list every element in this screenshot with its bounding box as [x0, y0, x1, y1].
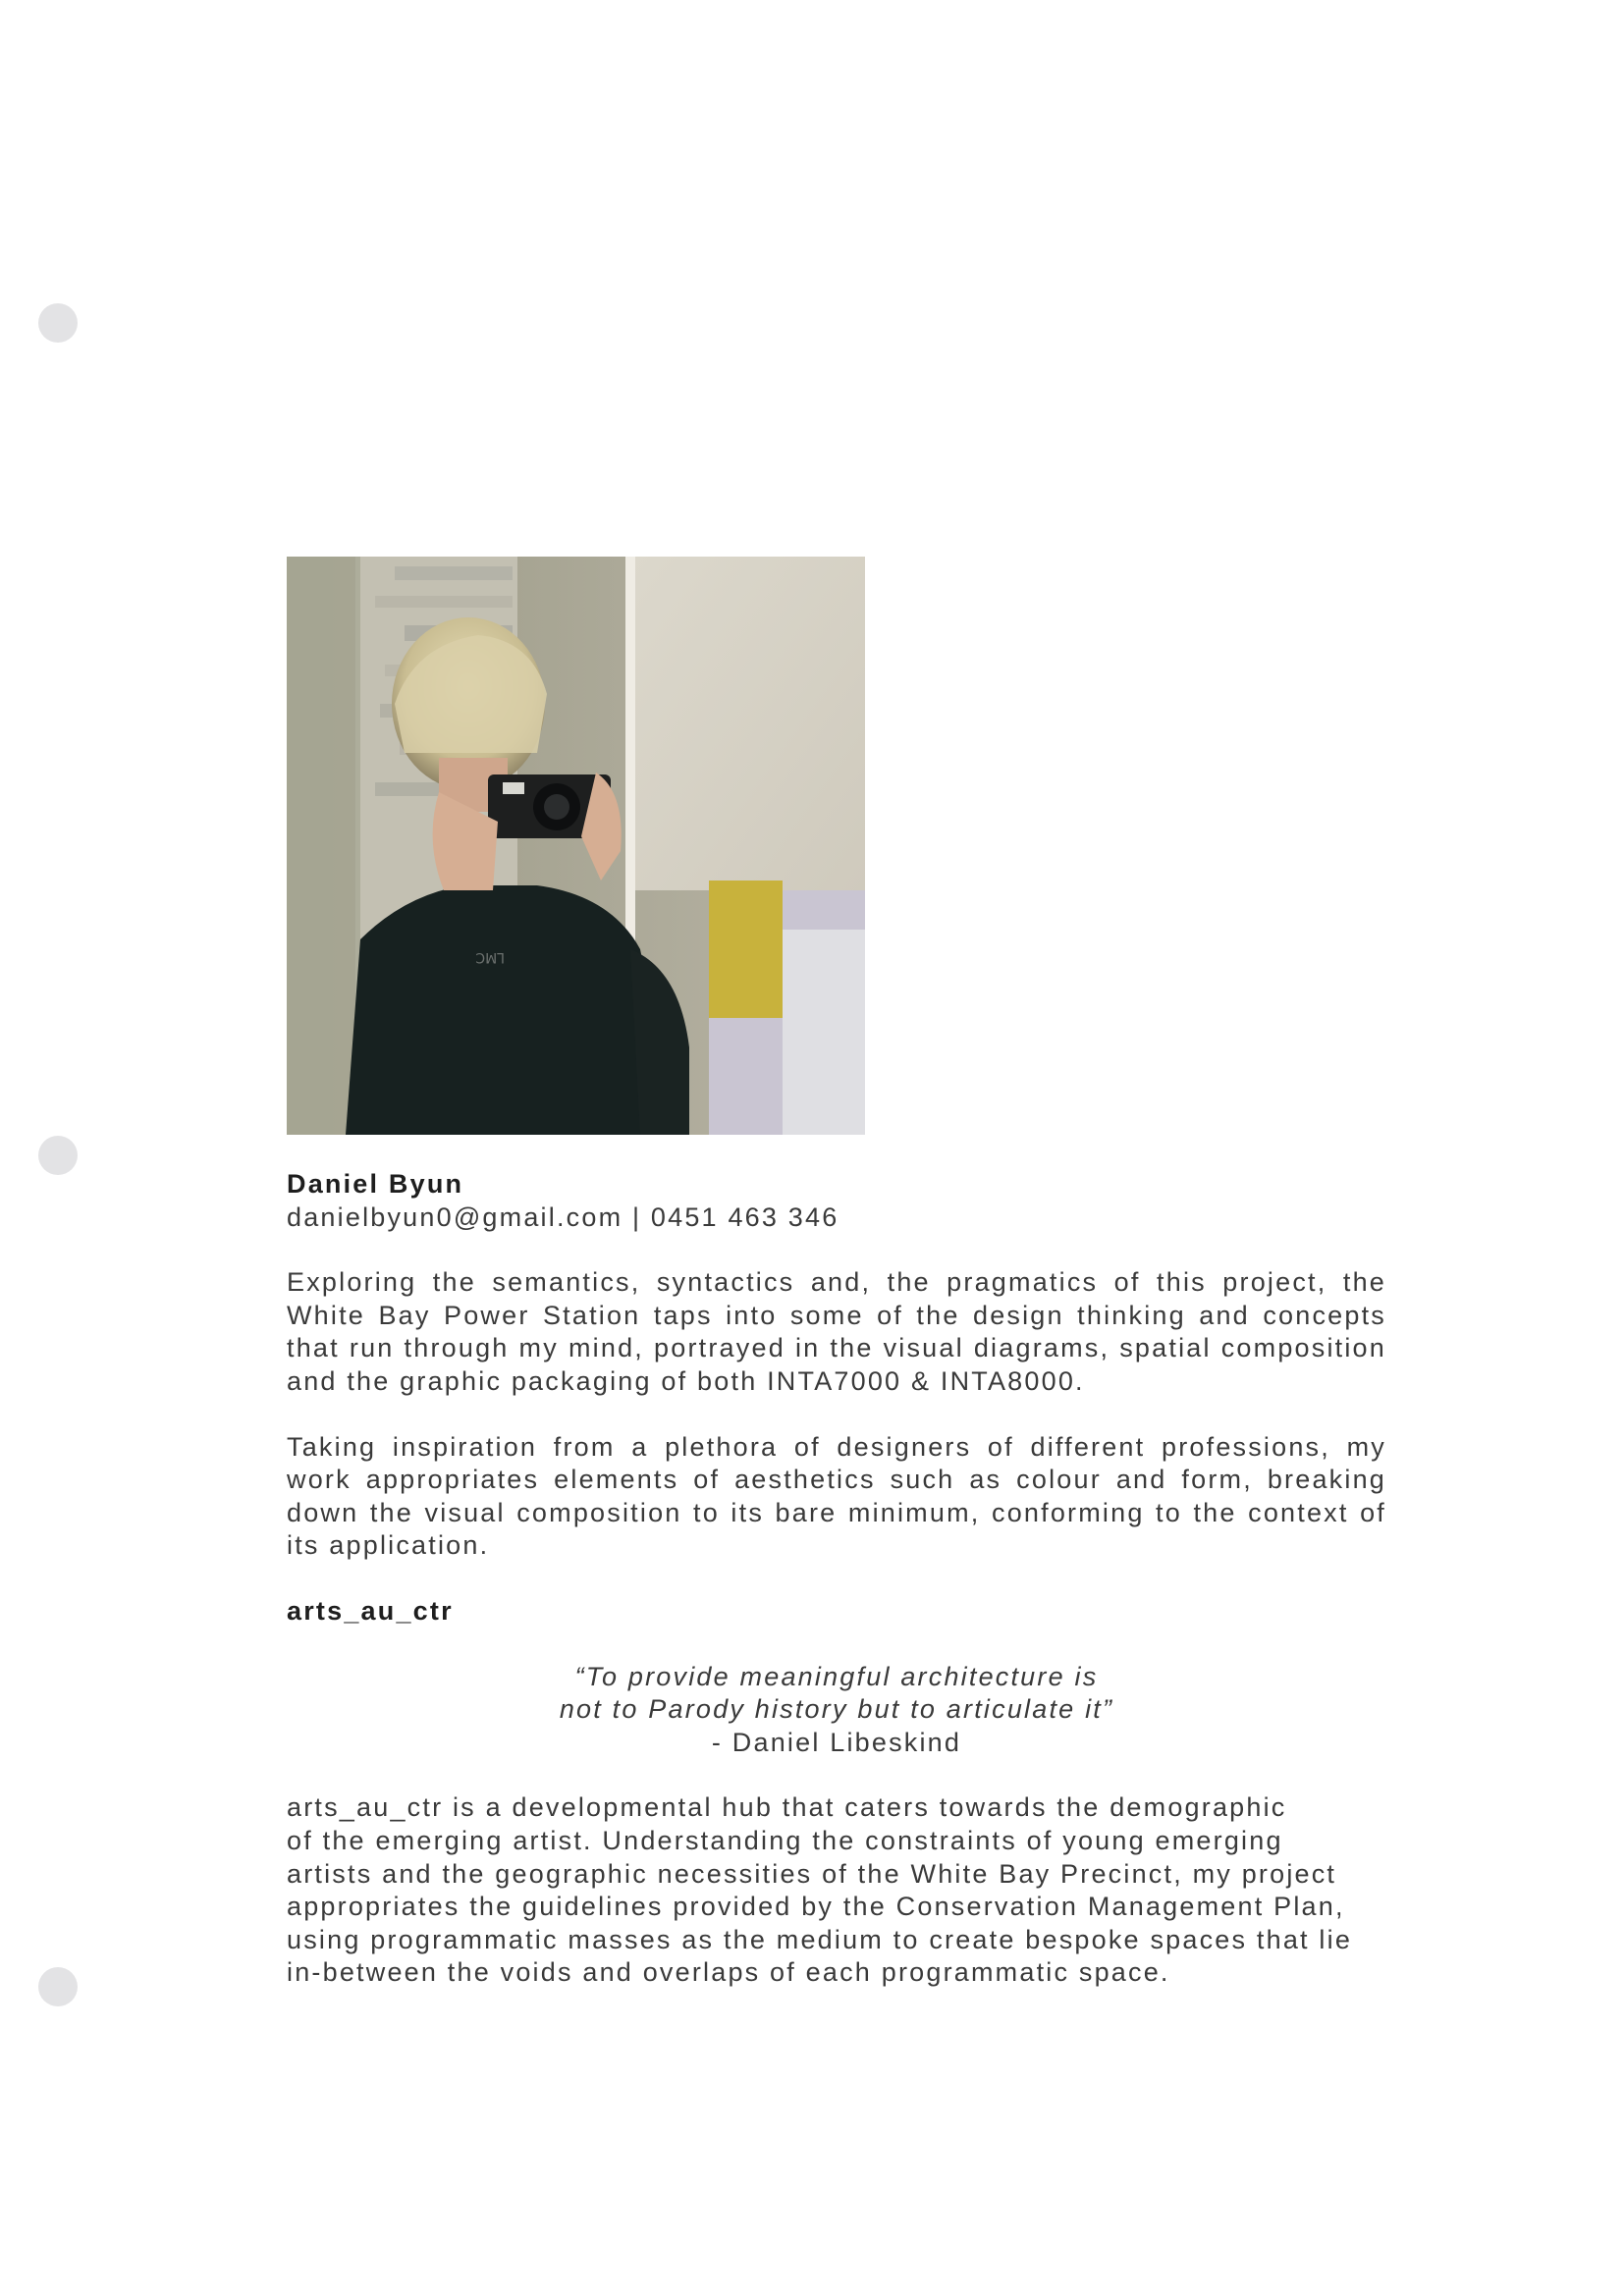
quote-line-1: “To provide meaningful architecture is	[574, 1661, 1099, 1691]
quote-author: - Daniel Libeskind	[711, 1727, 962, 1757]
document-body	[287, 1168, 1386, 1990]
binder-hole-middle	[38, 1136, 78, 1175]
project-quote	[287, 1661, 1386, 1760]
description-line: in-between the voids and overlaps of each programmatic space.	[287, 1957, 1170, 1988]
portrait-photo	[287, 557, 865, 1135]
description-line: of the emerging artist. Understanding the constraints of young emerging	[287, 1825, 1283, 1855]
description-line: arts_au_ctr is a developmental hub that caters towards the demographic	[287, 1792, 1287, 1823]
binder-hole-bottom	[38, 1967, 78, 2006]
project-description	[287, 1791, 1386, 1990]
intro-paragraph-1: Exploring the semantics, syntactics and, the pragmatics of this project, the White Bay Power Station taps into some of the design thinking and concepts that run through my mind, portrayed in the visual diagrams, spatial composition and the graphic packaging of both INTA7000 & INTA8000.	[287, 1267, 1386, 1396]
author-contact: danielbyun0@gmail.com | 0451 463 346	[287, 1201, 839, 1232]
description-line: appropriates the guidelines provided by the Conservation Management Plan,	[287, 1892, 1345, 1922]
description-line: using programmatic masses as the medium to create bespoke spaces that lie	[287, 1924, 1353, 1954]
author-name: Daniel Byun	[287, 1169, 464, 1199]
shirt-logo-text: LMC	[475, 949, 505, 965]
intro-paragraph-2: Taking inspiration from a plethora of designers of different professions, my work appropriates elements of aesthetics such as colour and form, breaking down the visual composition to its bare minimum, conforming to the context of its application.	[287, 1431, 1386, 1561]
binder-hole-top	[38, 303, 78, 343]
quote-line-2: not to Parody history but to articulate it”	[559, 1694, 1114, 1725]
description-line: artists and the geographic necessities of the White Bay Precinct, my project	[287, 1858, 1337, 1889]
project-title: arts_au_ctr	[287, 1595, 454, 1626]
